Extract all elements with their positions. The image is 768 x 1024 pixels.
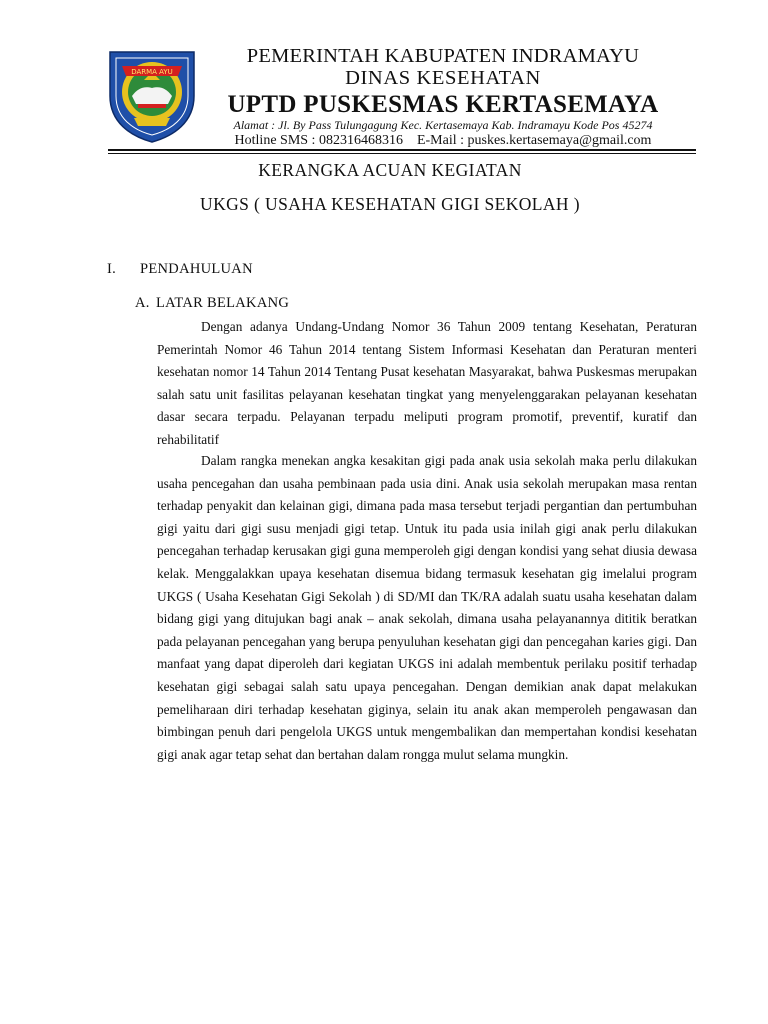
letterhead-text [210,46,676,150]
subsection-title: LATAR BELAKANG [156,295,290,311]
subsection-heading [135,295,289,312]
document-subtitle: UKGS ( USAHA KESEHATAN GIGI SEKOLAH ) [200,194,580,214]
email-text: E-Mail : puskes.kertasemaya@gmail.com [416,133,652,148]
contact-line [210,134,676,150]
darma-ayu-emblem-icon [104,44,200,144]
letterhead-divider [108,149,696,151]
paragraph-1-text: Dengan adanya Undang-Undang Nomor 36 Tahun 2009 tentang Kesehatan, Peraturan Pemerintah Nomor 46 Tahun 2014 tentang Sistem Informasi Kesehatan dan Peraturan menteri kesehatan nomor 14 Tahun 2014 Tentang Pusat kesehatan Masyarakat, bahwa Puskesmas merupakan salah satu unit fasilitas pelayanan kesehatan tingkat yang menyelenggarakan pelayanan kesehatan dasar secara terpadu. Pelayanan terpadu meliputi program promotif, preventif, kuratif dan rehabilitatif [157,319,697,447]
paragraph-2 [157,450,697,766]
section-number: I. [107,261,117,277]
hotline-text: Hotline SMS : 082316468316 [234,133,403,148]
section-title: PENDAHULUAN [140,261,253,277]
svg-text:DARMA AYU: DARMA AYU [131,68,173,76]
address-line: Alamat : Jl. By Pass Tulungagung Kec. Kertasemaya Kab. Indramayu Kode Pos 45274 [233,118,653,132]
department-name: DINAS KESEHATAN [345,67,541,89]
subsection-letter: A. [135,295,150,311]
letterhead-divider-thin [108,153,696,154]
government-name: PEMERINTAH KABUPATEN INDRAMAYU [246,45,640,67]
document-title: KERANGKA ACUAN KEGIATAN [258,160,522,180]
section-heading [107,261,253,278]
paragraph-2-text: Dalam rangka menekan angka kesakitan gigi pada anak usia sekolah maka perlu dilakukan usaha pencegahan dan usaha pembinaan pada usia dini. Anak usia sekolah merupakan masa rentan terhadap penyakit dan kelainan gigi, dimana pada masa tersebut terjadi pergantian dan pertumbuhan gigi yaitu dari gigi susu menjadi gigi tetap. Untuk itu pada usia inilah gigi anak perlu dilakukan pencegahan terhadap kerusakan gigi guna memperoleh gigi dengan kondisi yang sehat diusia dewasa kelak. Menggalakkan upaya kesehatan disemua bidang termasuk kesehatan gig imelalui program UKGS ( Usaha Kesehatan Gigi Sekolah ) di SD/MI dan TK/RA adalah suatu usaha kesehatan dalam bidang gigi yang ditujukan bagi anak – anak sekolah, dimana usaha pelayanannya dititik beratkan pada pelayanan pencegahan yang berupa penyuluhan kesehatan gigi dan pencegahan karies gigi. Dan manfaat yang dapat diperoleh dari kegiatan UKGS ini adalah membentuk perilaku positif terhadap kesehatan gigi sebagai salah satu upaya pencegahan. Dengan demikian anak dapat melakukan pemeliharaan diri terhadap kesehatan giginya, selain itu anak akan memperoleh pengawasan dan bimbingan penuh dari pengelola UKGS untuk mengembalikan dan mempertahan kondisi kesehatan gigi anak agar tetap sehat dan bertahan dalam rongga mulut selama mungkin. [157,453,697,762]
paragraph-1 [157,316,697,452]
institution-name: UPTD PUSKESMAS KERTASEMAYA [227,91,659,118]
letterhead [0,0,768,152]
